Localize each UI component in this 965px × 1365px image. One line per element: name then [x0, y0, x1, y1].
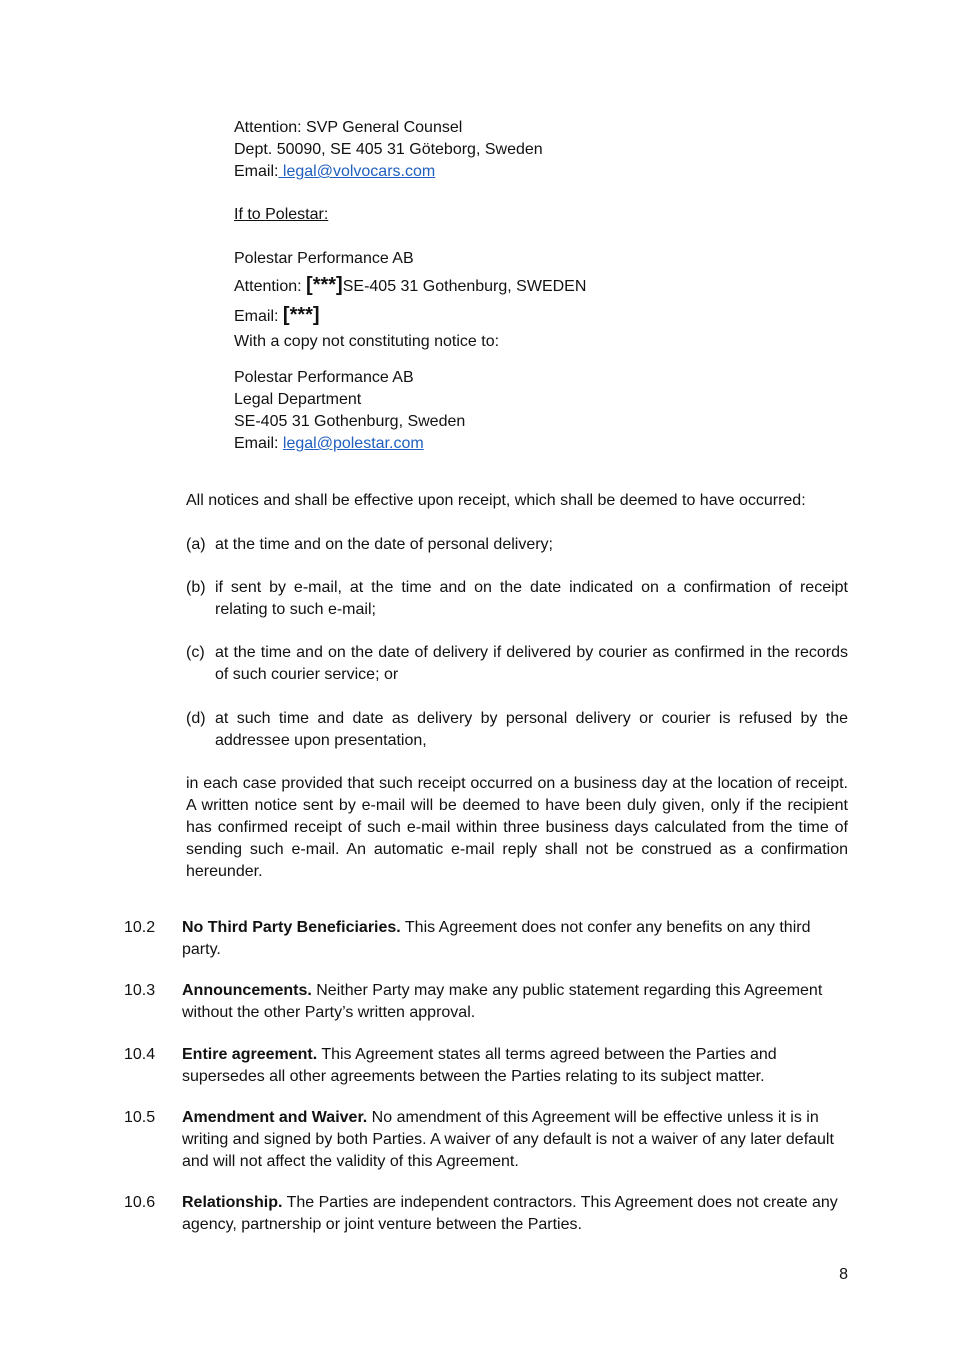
notice-item-marker-d: (d): [186, 710, 206, 727]
polestar-email-label: Email:: [234, 308, 283, 325]
polestar-attention-line: [234, 274, 586, 298]
section-body-10-4: This Agreement states all terms agreed between the Parties and supersedes all other agreements between the Parties relating to its subject matter.: [182, 1046, 777, 1085]
copy-address: SE-405 31 Gothenburg, Sweden: [234, 413, 466, 430]
notice-item-text-c: at the time and on the date of delivery if delivered by courier as confirmed in the records of such courier service; or: [215, 644, 848, 683]
section-10-6: [182, 1192, 850, 1236]
volvo-email-line: [234, 161, 435, 183]
section-number-10-2: 10.2: [124, 919, 156, 936]
polestar-email-redacted: [***]: [282, 304, 320, 326]
section-body-10-3: Neither Party may make any public statement regarding this Agreement without the other Party’s written approval.: [182, 982, 823, 1021]
notice-item-text-d: at such time and date as delivery by personal delivery or courier is refused by the addressee upon presentation,: [215, 710, 848, 749]
section-body-10-2: This Agreement does not confer any benefits on any third party.: [182, 919, 811, 958]
polestar-attention-redacted: [***]: [306, 274, 343, 296]
section-10-4: [182, 1044, 850, 1088]
page-number: 8: [839, 1266, 848, 1283]
volvo-email-link[interactable]: legal@volvocars.com: [278, 163, 436, 180]
polestar-attention-label: Attention:: [234, 278, 307, 295]
notice-closing: in each case provided that such receipt occurred on a business day at the location of receipt. A written notice sent by e-mail will be deemed to have been duly given, only if the recipient has confirmed receipt of such e-mail within three business days calculated from the time of sending such e-mail. An automatic e-mail reply shall not be construed as a confirmation hereunder.: [186, 775, 848, 880]
section-body-10-6: The Parties are independent contractors. This Agreement does not create any agency, partnership or joint venture between the Parties.: [182, 1194, 838, 1233]
notice-item-marker-c: (c): [186, 644, 205, 661]
section-title-10-5: Amendment and Waiver.: [182, 1109, 368, 1126]
section-body-10-5: No amendment of this Agreement will be effective unless it is in writing and signed by both Parties. A waiver of any default is not a waiver of any later default and will not affect the validity of this Agreement.: [182, 1109, 834, 1170]
polestar-attention-address: SE-405 31 Gothenburg, SWEDEN: [342, 278, 587, 295]
copy-email-link[interactable]: legal@polestar.com: [282, 435, 424, 452]
copy-email-line: [234, 433, 424, 455]
section-title-10-4: Entire agreement.: [182, 1046, 318, 1063]
section-title-10-6: Relationship.: [182, 1194, 283, 1211]
copy-email-label: Email:: [234, 435, 283, 452]
volvo-attention: Attention: SVP General Counsel: [234, 119, 463, 136]
notice-intro: All notices and shall be effective upon receipt, which shall be deemed to have occurred:: [186, 492, 806, 509]
section-number-10-3: 10.3: [124, 982, 156, 999]
notice-item-marker-a: (a): [186, 536, 206, 553]
section-10-2: [182, 917, 850, 961]
polestar-email-line: [234, 304, 320, 328]
section-number-10-5: 10.5: [124, 1109, 156, 1126]
section-10-3: [182, 980, 850, 1024]
polestar-copy-note: With a copy not constituting notice to:: [234, 333, 500, 350]
polestar-heading: If to Polestar:: [234, 206, 329, 223]
polestar-company: Polestar Performance AB: [234, 250, 414, 267]
copy-department: Legal Department: [234, 391, 362, 408]
volvo-address: Dept. 50090, SE 405 31 Göteborg, Sweden: [234, 141, 543, 158]
notice-item-text-b: if sent by e-mail, at the time and on the date indicated on a confirmation of receipt relating to such e-mail;: [215, 579, 848, 618]
section-title-10-2: No Third Party Beneficiaries.: [182, 919, 401, 936]
section-10-5: [182, 1107, 850, 1173]
notice-item-marker-b: (b): [186, 579, 206, 596]
section-title-10-3: Announcements.: [182, 982, 312, 999]
notice-item-text-a: at the time and on the date of personal delivery;: [215, 536, 553, 553]
volvo-email-label: Email:: [234, 163, 279, 180]
section-number-10-4: 10.4: [124, 1046, 156, 1063]
copy-company: Polestar Performance AB: [234, 369, 414, 386]
section-number-10-6: 10.6: [124, 1194, 156, 1211]
